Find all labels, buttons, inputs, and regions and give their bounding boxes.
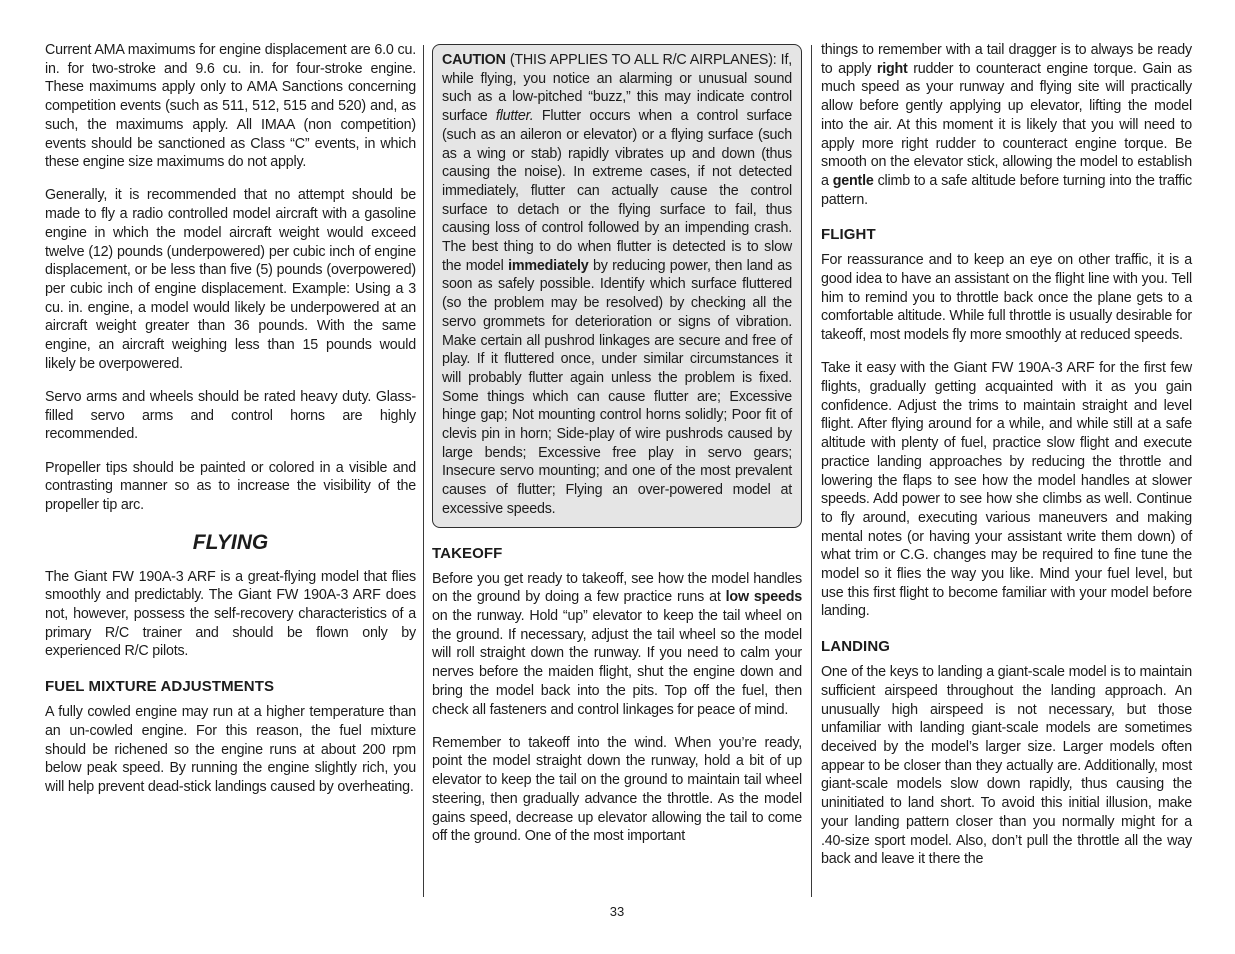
engine-displacement-paragraph: Current AMA maximums for engine displacement are 6.0 cu. in. for two-stroke and 9.6 cu. in. for four-stroke engine. These maximums apply only to AMA Sanctions concerning competition events (such as 511, 512, 515 and 520) and, as such, the maximums apply. All IMAA (non competition) events should be sanctioned as Class “C” events, in which these engine size maximums do not apply. — [45, 42, 416, 171]
propeller-tips-paragraph: Propeller tips should be painted or colored in a visible and contrasting manner so as to increase the visibility of the propeller tip arc. — [45, 459, 416, 513]
takeoff-paragraph-1 — [432, 570, 802, 720]
fuel-mixture-heading: FUEL MIXTURE ADJUSTMENTS — [45, 678, 275, 696]
column-divider-left — [423, 45, 424, 897]
caution-label: CAUTION — [442, 52, 506, 68]
servo-arms-paragraph: Servo arms and wheels should be rated heavy duty. Glass-filled servo arms and control horns are highly recommended. — [45, 388, 416, 443]
takeoff-bold-phrase: low speeds — [725, 589, 802, 606]
weight-recommendation-paragraph: Generally, it is recommended that no attempt should be made to fly a radio controlled model aircraft with a gasoline engine in which the model aircraft weight would exceed twelve (12) pounds (underpowered) per cubic inch of engine displacement, or be less than five (5) pounds (overpowered) per cubic inch of engine displacement. Example: Using a 3 cu. in. engine, a model would likely be underpowered at an aircraft weight greater than 36 pounds. With the same engine, an aircraft weighing less than 15 pounds would likely be overpowered. — [45, 187, 416, 372]
continued-text-part-3: climb to a safe altitude before turning into the traffic pattern. — [821, 172, 1192, 208]
flight-paragraph-2: Take it easy with the Giant FW 190A-3 ARF for the first few flights, gradually getting acquainted with it as you gain confidence. Adjust the trims to maintain straight and level flight. After flying around for a while, and while still at a safe altitude with plenty of fuel, practice slow flight and execute practice landing approaches by reducing the throttle and lowering the flaps to see how the model handles at slower speeds. Add power to see how she climbs as well. Continue to fly around, executing various maneuvers and making mental notes (or having your assistant write them down) of what trim or C.G. changes may be required to fine tune the model so it flies the way you like. Mind your fuel level, but use this first flight to become familiar with your model before landing. — [821, 360, 1192, 620]
middle-column — [432, 44, 802, 860]
caution-box — [432, 44, 802, 528]
takeoff-text-part-1: Before you get ready to takeoff, see how the model handles on the ground by doing a few practice runs at — [432, 570, 802, 606]
continued-bold-word-2: gentle — [832, 172, 874, 189]
caution-italic-word: flutter. — [495, 108, 534, 125]
takeoff-paragraph-2: Remember to takeoff into the wind. When you’re ready, point the model straight down the runway, hold a bit of up elevator to keep the tail on the ground to maintain tail wheel steering, then gradually advance the throttle. As the model gains speed, decrease up elevator allowing the tail to come off the ground. One of the most important — [432, 734, 802, 845]
continued-text-part-2: rudder to counteract engine torque. Gain as much speed as your runway and flying site will practically allow before gently applying up elevator, lifting the model into the air. At this moment it is likely that you will need to apply more right rudder to counteract engine torque. Be smooth on the elevator stick, allowing the model to establish a — [821, 60, 1192, 189]
left-column — [45, 41, 416, 811]
caution-text-part-1: (THIS APPLIES TO ALL R/C AIRPLANES): If, while flying, you notice an alarming or unusual sound such as a low-pitched “buzz,” this may indicate control surface — [442, 52, 792, 125]
takeoff-heading: TAKEOFF — [432, 544, 503, 562]
landing-paragraph-1: One of the keys to landing a giant-scale model is to maintain sufficient airspeed throughout the landing approach. An unusually high airspeed is not necessary, but those unfamiliar with landing giant-scale models are sometimes deceived by the model’s larger size. Larger models often appear to be closer than they actually are. Additionally, most giant-scale models slow down rapidly, thus causing the uninitiated to land short. To avoid this initial illusion, make your landing pattern closer than you normally might for a .40-size sport model. Also, don’t pull the throttle all the way back and leave it there the — [821, 664, 1192, 868]
continued-text-part-1: things to remember with a tail dragger is to always be ready to apply — [821, 42, 1192, 77]
continued-bold-word-1: right — [876, 60, 908, 77]
takeoff-continued-paragraph — [821, 41, 1192, 209]
flight-heading: FLIGHT — [821, 226, 876, 244]
flying-section-title: FLYING — [192, 530, 269, 554]
flight-paragraph-1: For reassurance and to keep an eye on other traffic, it is a good idea to have an assistant on the flight line with you. Tell him to remind you to throttle back once the plane gets to a comfortable altitude. While full throttle is usually desirable for takeoff, most models fly more smoothly at reduced speeds. — [821, 252, 1192, 344]
landing-heading: LANDING — [821, 638, 891, 656]
page-number: 33 — [609, 904, 625, 919]
flying-intro-paragraph: The Giant FW 190A-3 ARF is a great-flying model that flies smoothly and predictably. The Giant FW 190A-3 ARF does not, however, possess the self-recovery characteristics of a primary R/C trainer and should be flown only by experienced R/C pilots. — [45, 568, 416, 660]
right-column — [821, 41, 1192, 883]
fuel-mixture-paragraph: A fully cowled engine may run at a higher temperature than an un-cowled engine. For this reason, the fuel mixture should be richened so the engine runs at about 200 rpm below peak speed. By running the engine slightly rich, you will help prevent dead-stick landings caused by overheating. — [45, 704, 416, 795]
column-divider-right — [811, 45, 812, 897]
takeoff-text-part-2: on the runway. Hold “up” elevator to keep the tail wheel on the ground. If necessary, adjust the tail wheel so the model will roll straight down the runway. If you need to calm your nerves before the maiden flight, shut the engine down and bring the model back into the pits. Top off the fuel, then check all fasteners and control linkages for peace of mind. — [432, 607, 802, 718]
caution-text-part-2: Flutter occurs when a control surface (such as an aileron or elevator) or a flying surface (such as a wing or stab) rapidly vibrates up and down (thus causing the noise). In extreme cases, if not detected immediately, flutter can actually cause the control surface to detach or the flying surface to fail, thus causing loss of control followed by an impending crash. The best thing to do when flutter is detected is to slow the model — [442, 108, 792, 274]
caution-text-part-3: by reducing power, then land as soon as safely possible. Identify which surface fluttered (so the problem may be resolved) by checking all the servo grommets for deterioration or signs of vibration. Make certain all pushrod linkages are secure and free of play. If it fluttered once, under similar circumstances it will probably flutter again unless the problem is fixed. Some things which can cause flutter are; Excessive hinge gap; Not mounting control horns solidly; Poor fit of clevis pin in horn; Side-play of wire pushrods caused by large bends; Excessive free play in servo gears; Insecure servo mounting; and one of the most prevalent causes of flutter; Flying an over-powered model at excessive speeds. — [442, 257, 792, 517]
caution-bold-word: immediately — [508, 257, 589, 274]
